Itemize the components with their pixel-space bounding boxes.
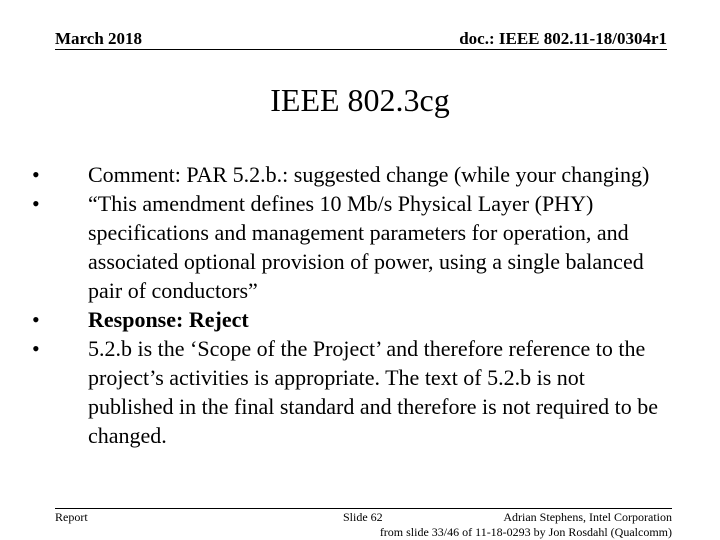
header-doc-id: doc.: IEEE 802.11-18/0304r1	[459, 29, 667, 48]
bullet-text: 5.2.b is the ‘Scope of the Project’ and therefore reference to the project’s activities is appropriate. The text of 5.2.b is not published in the final standard and therefore is not required to be changed.	[88, 336, 658, 448]
footer-report-label: Report	[55, 510, 88, 524]
footer-divider	[55, 508, 672, 509]
header-date: March 2018	[55, 29, 143, 48]
slide-title: IEEE 802.3cg	[270, 82, 450, 118]
footer-author	[380, 510, 672, 540]
bullet-text: Comment: PAR 5.2.b.: suggested change (while your changing)	[88, 162, 650, 187]
bullet-marker: •	[32, 307, 40, 332]
header-divider	[55, 49, 667, 50]
footer-author-line2: from slide 33/46 of 11-18-0293 by Jon Rosdahl (Qualcomm)	[379, 525, 672, 539]
bullet-marker: •	[32, 162, 40, 187]
bullet-marker: •	[32, 336, 40, 361]
bullet-text-response: Response: Reject	[88, 307, 249, 332]
bullet-item	[32, 305, 672, 334]
bullet-marker: •	[32, 191, 40, 216]
bullet-list	[32, 160, 672, 450]
bullet-text: “This amendment defines 10 Mb/s Physical Layer (PHY) specifications and management parameters for operation, and associated optional provision of power, using a single balanced pair of conductors”	[88, 191, 644, 303]
footer-slide-number: Slide 62	[343, 510, 383, 524]
footer-author-line1: Adrian Stephens, Intel Corporation	[503, 510, 672, 524]
bullet-item	[32, 334, 672, 450]
bullet-item	[32, 160, 672, 189]
bullet-item	[32, 189, 672, 305]
